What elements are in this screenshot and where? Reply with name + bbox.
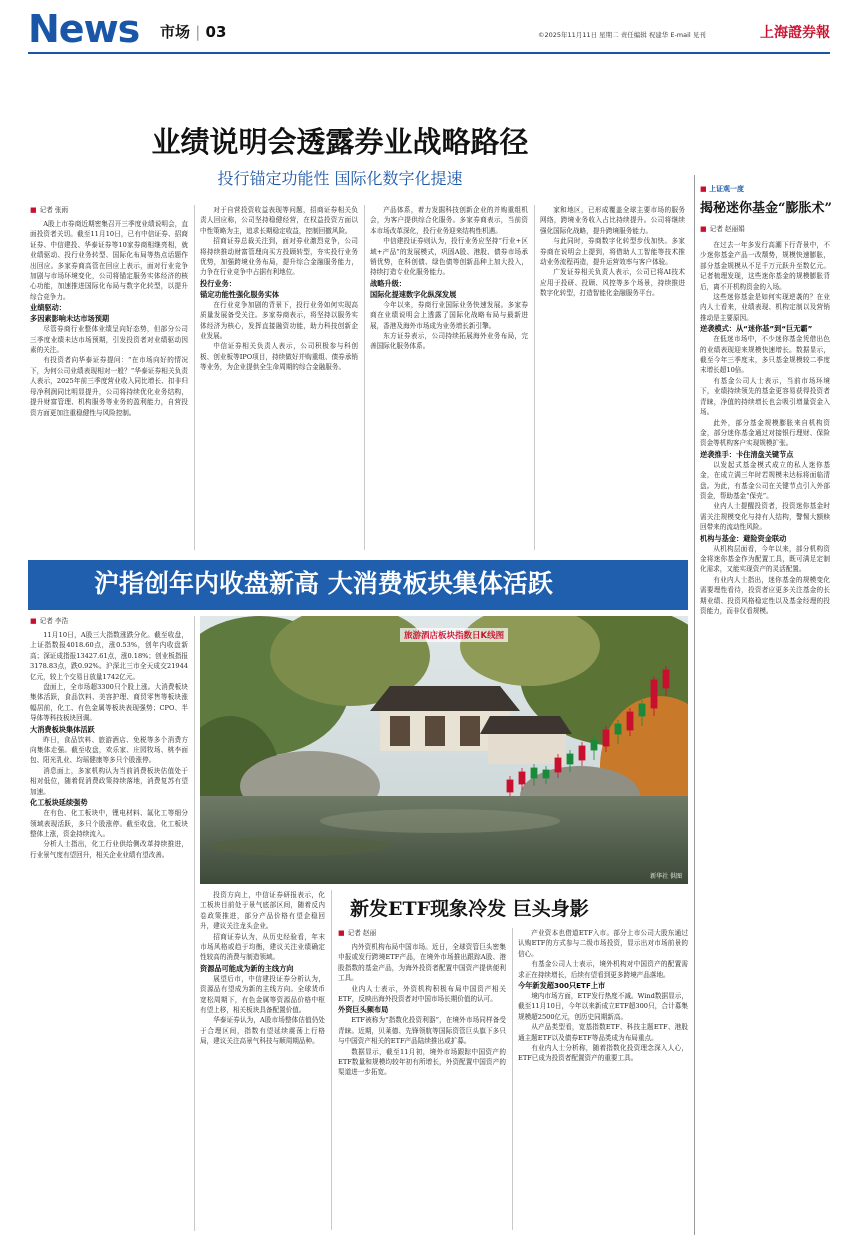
etf-col2b-para-1: 境内市场方面，ETF发行热度不减。Wind数据显示，截至11月10日，今年以来新成立ETF超300只，合计募集规模超2500亿元，创历史同期新高。 — [518, 992, 688, 1021]
lead-col2b-para-2: 中信证券相关负责人表示，公司积极参与科创板、创业板等IPO项目，持续做好并购重组、债券承销等业务，为企业提供全生命周期的综合金融服务。 — [200, 342, 358, 372]
market-col-1 — [30, 630, 188, 1230]
column-para-4: 有基金公司人士表示，当前市场环境下，业绩持续领先的基金更容易获得投资者青睐，净值的持续增长也会吸引增量资金入场。 — [700, 376, 830, 417]
column-para-2: 这些迷你基金是如何实现逆袭的？在业内人士看来，业绩表现、机构定制以及营销推动是主要原因。 — [700, 293, 830, 322]
column-headline: 揭秘迷你基金“膨胀术” — [700, 201, 832, 216]
column-para-7: 业内人士提醒投资者，投资迷你基金时需关注规模变化与持有人结构，警惕大额赎回带来的流动性风险。 — [700, 502, 830, 532]
etf-col-1 — [338, 942, 506, 1232]
photo-credit: 新华社 供图 — [650, 873, 682, 880]
masthead — [0, 0, 858, 56]
etf-col1b-para-2: 数据显示，截至11月初，境外市场跟踪中国资产的ETF数量和规模均较年初有所增长，外资配置中国资产的渠道进一步拓宽。 — [338, 1047, 506, 1077]
lead-subhead-1: 业绩驱动： — [30, 303, 66, 313]
column-para-6: 以发起式基金模式成立的私人迷你基金，在成立满三年时若规模未达标将面临清盘。为此，有基金公司在关键节点引入外部资金，帮助基金“保壳”。 — [700, 460, 830, 500]
column-section-tag: ■ 上证观一度 — [700, 185, 745, 193]
news-label: News — [28, 7, 140, 51]
column-para-1: 在过去一年多发行高潮下行背景中，不少迷你基金产品一改颓势，规模快速膨胀，部分基金规模从不足千万元跃升至数亿元。记者梳理发现，这些迷你基金的规模膨胀背后，离不开机构资金的入场。 — [700, 241, 830, 291]
col-divider — [331, 890, 332, 1230]
column-body — [700, 240, 830, 1230]
lead-subhead-3: 战略升级： — [370, 278, 406, 288]
etf-byline: ■ 记者 赵丽 — [338, 929, 377, 937]
col-divider — [512, 928, 513, 1230]
market-subhead-3: 资源品可能成为新的主线方向 — [200, 963, 294, 973]
market-subhead-1: 大消费板块集体活跃 — [30, 724, 95, 734]
paper-logo: 上海證券報 — [760, 25, 830, 41]
page-number: 03 — [205, 23, 227, 41]
market-col2b-para-2: 华泰证券认为，A股市场整体估值仍处于合理区间，指数有望延续震荡上行格局，建议关注高景气科技与顺周期品种。 — [200, 1016, 325, 1046]
col-divider — [194, 616, 195, 1231]
market-col1b-para-2: 消息面上，多家机构认为当前消费板块估值处于相对低位，随着促消费政策持续落地，消费复苏有望加速。 — [30, 766, 188, 796]
lead-byline: ■ 记者 张雨 — [30, 206, 69, 214]
market-col2-para-2: 招商证券认为，从历史经验看，年末市场风格或趋于均衡，建议关注业绩确定性较高的消费与制造领域。 — [200, 932, 325, 962]
etf-subhead-2: 今年新发超300只ETF上市 — [518, 981, 606, 991]
etf-col1b-para-1: ETF被称为“指数化投资利器”，在境外市场同样备受青睐。近期，贝莱德、先锋领航等国际资管巨头旗下多只与中国资产相关的ETF产品陆续推出或扩募。 — [338, 1016, 506, 1046]
etf-col-2 — [518, 928, 688, 1230]
col-divider — [194, 205, 195, 550]
lead-col4-para-2: 与此同时，券商数字化转型步伐加快。多家券商在说明会上提到，将借助人工智能等技术推动业务流程再造，提升运营效率与客户体验。 — [540, 237, 685, 267]
etf-col1-para-2: 业内人士表示，外资机构积极布局中国资产相关ETF，反映出海外投资者对中国市场长期价值的认可。 — [338, 984, 506, 1004]
lead-col4-para-3: 广发证券相关负责人表示，公司已将AI技术应用于投研、投顾、风控等多个场景，持续推进数字化转型，打造智能化金融服务平台。 — [540, 268, 685, 298]
market-headline: 沪指创年内收盘新高 大消费板块集体活跃 — [94, 569, 553, 598]
column-subhead-1: 逆袭模式：从“迷你基”到“巨无霸” — [700, 324, 813, 334]
column-para-8: 从机构层面看，今年以来，部分机构资金将迷你基金作为配置工具，既可满足定制化需求，又能实现资产的灵活配置。 — [700, 544, 830, 574]
lead-col1-para: A股上市券商近期密集召开三季度业绩说明会，直面投资者关切。截至11月10日，已有中信证券、招商证券、中信建投、华泰证券等10家券商相继亮相，就业绩驱动、投行业务转型、国际化布局等热点话题作出回应。多家券商高管在回应上表示，面对行业竞争加剧与市场环境变化，公司将锚定服务实体经济的核心功能，加速推进国际化布局与数字化转型，以提升综合竞争力。 — [30, 220, 188, 301]
byline-mark-icon: ■ — [30, 617, 37, 625]
right-column-divider — [694, 175, 695, 1235]
col-divider — [534, 205, 535, 550]
lead-subhead-3b: 国际化提速数字化纵深发展 — [370, 289, 457, 299]
etf-col2-para-2: 有基金公司人士表示，境外机构对中国资产的配置需求正在持续增长，后续有望看到更多跨境产品落地。 — [518, 960, 688, 979]
lead-col3-para-2: 中信建投证券则认为，投行业务应坚持“行业+区域+产品”的发展模式，巩固A股、港股、债券市场承销优势，在科创债、绿色债等创新品种上加大投入，持续打造专业化服务能力。 — [370, 237, 528, 277]
lead-col2-para-2: 招商证券总裁关注到，面对券业激烈竞争，公司将持续推动财富管理向买方投顾转型，夯实投行业务优势，加强跨境业务布局，提升综合金融服务能力，力争在行业竞争中占据有利地位。 — [200, 237, 358, 277]
column-para-9: 有业内人士指出，迷你基金的规模变化需要理性看待，投资者应更多关注基金的长期业绩、投资风格稳定性以及基金经理的投资能力，而非仅看规模。 — [700, 575, 830, 615]
etf-col2b-para-3: 有业内人士分析称，随着指数化投资理念深入人心，ETF已成为投资者配置资产的重要工具。 — [518, 1044, 688, 1063]
lead-col-2 — [200, 205, 358, 550]
lead-col1b-para-1: 尽管券商行业整体业绩呈向好态势，但部分公司三季度业绩未达市场预期，引发投资者对业绩驱动因素的关注。 — [30, 325, 188, 355]
lead-col-4 — [540, 205, 685, 550]
lead-col2b-para-1: 在行业竞争加剧的背景下，投行业务如何实现高质量发展备受关注。多家券商表示，将坚持以服务实体经济为核心，发挥直接融资功能，助力科技创新企业发展。 — [200, 300, 358, 341]
market-col1c-para-1: 在有色、化工板块中，锂电材料、氟化工等细分领域表现活跃，多只个股涨停。截至收盘，化工板块整体上涨，资金持续流入。 — [30, 809, 188, 838]
lead-subhead: 投行锚定功能性 国际化数字化提速 — [217, 169, 463, 188]
column-subhead-2: 逆袭推手：卡住清盘关键节点 — [700, 449, 794, 459]
lead-col3b-para-1: 今年以来，券商行业国际业务快速发展。多家券商在业绩说明会上透露了国际化战略布局与最新进展，香港及海外市场成为业务增长新引擎。 — [370, 300, 528, 330]
market-photo — [200, 616, 688, 884]
etf-headline: 新发ETF现象冷发 巨头身影 — [350, 898, 589, 920]
lead-col3b-para-2: 东方证券表示，公司持续拓展海外业务布局，完善国际化服务体系。 — [370, 332, 528, 351]
market-col1c-para-2: 分析人士指出，化工行业供给侧改革持续推进，行业景气度有望回升，相关企业业绩有望改善。 — [30, 840, 188, 859]
section-name: 市场 | 03 — [160, 23, 227, 41]
lead-subhead-2: 投行业务： — [200, 278, 236, 288]
market-col-2 — [200, 890, 325, 1230]
date-line: ©2025年11月11日 星期二 责任编辑 祝建华 E-mail 见刊 — [538, 31, 706, 39]
column-para-5: 此外，部分基金规模膨胀来自机构资金，部分迷你基金通过对接银行理财、保险资金等机构客户实现规模扩张。 — [700, 418, 830, 448]
masthead-rule — [28, 52, 830, 54]
column-byline: ■ 记者 赵丽娟 — [700, 225, 745, 233]
market-col2b-para-1: 展望后市，中信建投证券分析认为，资源品有望成为新的主线方向。全球货币宽松周期下，有色金属等资源品价格中枢有望上移，相关板块具备配置价值。 — [200, 974, 325, 1015]
candlestick-chart — [500, 656, 680, 816]
lead-col3-para-1: 产品体系，着力发掘科技创新企业的并购重组机会，为客户提供综合化服务。多家券商表示，当前资本市场改革深化，投行业务迎来结构性机遇。 — [370, 206, 528, 235]
market-banner — [28, 560, 688, 610]
lead-col-1 — [30, 219, 188, 551]
etf-col2b-para-2: 从产品类型看，宽基指数ETF、科技主题ETF、港股通主题ETF以及债券ETF等品类成为布局重点。 — [518, 1023, 688, 1042]
market-byline: ■ 记者 李浩 — [30, 617, 69, 625]
lead-col2-para-1: 对于自营投资收益表现等问题，招商证券相关负责人回应称，公司坚持稳健经营，在权益投资方面以中性策略为主，追求长期稳定收益，控制回撤风险。 — [200, 206, 358, 235]
market-col1-para-1: 11月10日，A股三大指数涨跌分化。截至收盘，上证指数报4018.60点，涨0.53%，创年内收盘新高；深证成指报13427.61点，涨0.18%；创业板指报3178.83点，跌0.92%。沪深北三市全天成交21944亿元，较上个交易日放量1742亿元。 — [30, 631, 188, 681]
col-divider — [364, 205, 365, 550]
section-tag-icon: ■ — [700, 185, 710, 193]
market-col1-para-2: 盘面上，全市场超3300只个股上涨。大消费板块集体活跃，食品饮料、美容护理、商贸零售等板块涨幅居前，化工、有色金属等板块表现强势；CPO、半导体等科技板块回调。 — [30, 683, 188, 723]
market-subhead-2: 化工板块延续强势 — [30, 798, 88, 808]
market-col2-para-1: 投资方向上，中信证券研报表示，化工板块目前处于景气底部区间，随着反内卷政策推进，部分产品价格有望企稳回升，建议关注龙头企业。 — [200, 891, 325, 931]
lead-col-3 — [370, 205, 528, 550]
lead-headline: 业绩说明会透露券业战略路径 — [151, 125, 529, 159]
etf-col2-para-1: 产业资本也借道ETF入市。部分上市公司大股东通过认购ETF的方式参与二级市场投资，显示出对市场前景的信心。 — [518, 929, 688, 958]
byline-mark-icon: ■ — [338, 929, 345, 937]
column-para-3: 在低迷市场中，不少迷你基金凭借出色的业绩表现迎来规模快速增长。数据显示，截至今年三季度末，多只基金规模较二季度末增长超10倍。 — [700, 335, 830, 375]
etf-col1-para-1: 内外资机构布局中国市场。近日，全球资管巨头密集申报或发行跨境ETF产品，在境外市场推出跟踪A股、港股指数的基金产品，为海外投资者配置中国资产提供便利工具。 — [338, 943, 506, 983]
lead-subhead-1b: 多因素影响未达市场预期 — [30, 314, 110, 324]
lead-col4-para-1: 家和地区，已形成覆盖全球主要市场的服务网络，跨境业务收入占比持续提升。公司将继续强化国际化战略，提升跨境服务能力。 — [540, 206, 685, 235]
section-label: 市场 — [160, 23, 191, 41]
lead-col1b-para-2: 有投资者向华泰证券提问：“在市场向好的情况下，为何公司业绩表现相对一般？”华泰证券相关负责人表示，2025年前三季度营业收入同比增长、扣非归母净利润同比明显提升，公司将持续优化业务结构，提升财富管理、机构服务等业务的盈利能力，自营投资方面更加注重稳健性与风险控制。 — [30, 356, 188, 417]
lead-subhead-2b: 锚定功能性强化服务实体 — [200, 289, 280, 299]
byline-mark-icon: ■ — [700, 225, 707, 233]
market-col1b-para-1: 昨日，食品饮料、旅游酒店、免税等多个消费方向集体走强。截至收盘，欢乐家、庄园牧场、桃李面包、阳光乳业、均瑶健康等多只个股涨停。 — [30, 735, 188, 765]
byline-mark-icon: ■ — [30, 206, 37, 214]
etf-subhead-1: 外资巨头频布局 — [338, 1005, 389, 1015]
column-subhead-3: 机构与基金：避险资金联动 — [700, 533, 787, 543]
photo-caption: 旅游酒店板块指数日K线图 — [400, 628, 508, 642]
